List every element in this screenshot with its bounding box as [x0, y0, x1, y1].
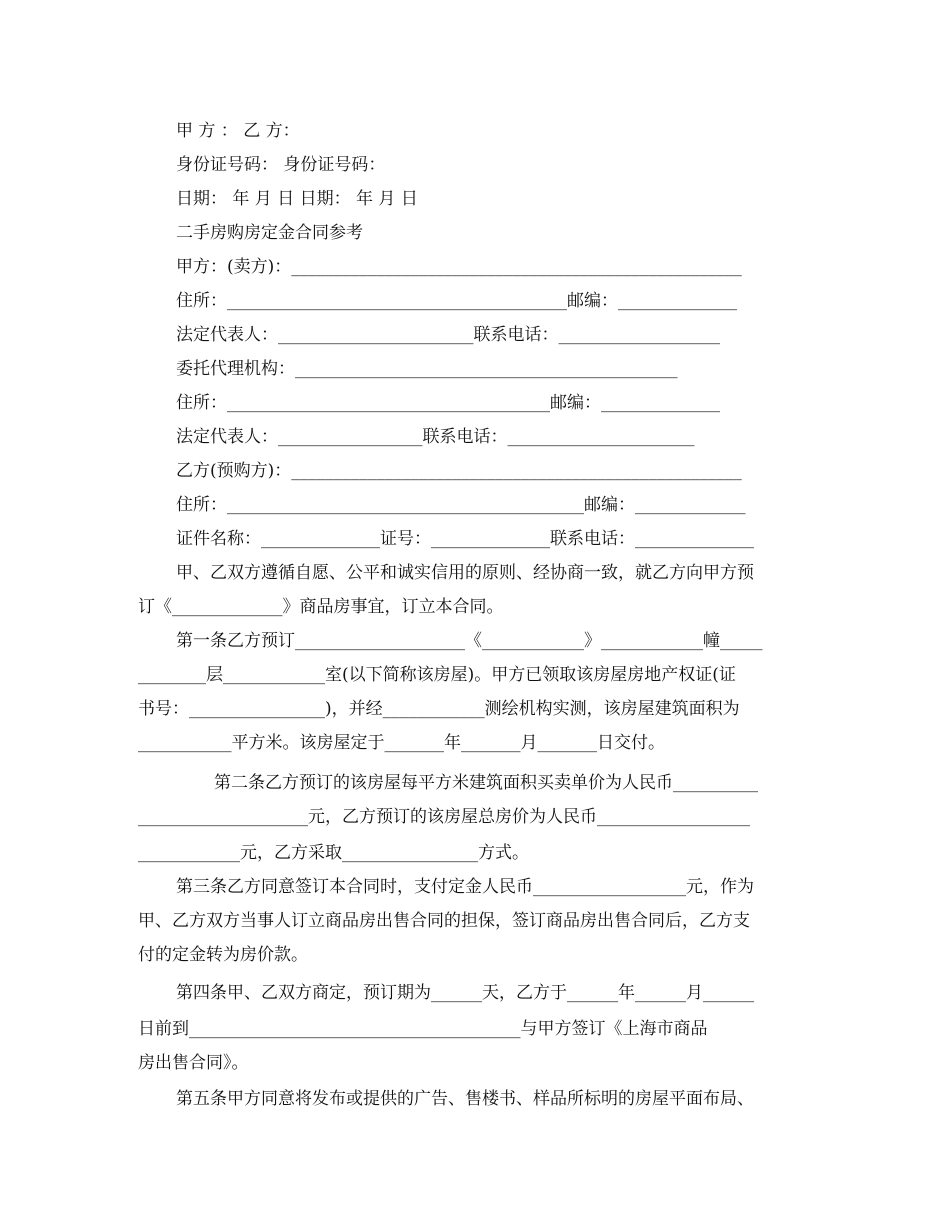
article-5-line-1: 第五条甲方同意将发布或提供的广告、售楼书、样品所标明的房屋平面布局、	[176, 1089, 754, 1109]
article-4-line-3: 房出售合同》。	[138, 1053, 249, 1073]
article-3-line-3: 付的定金转为房价款。	[138, 945, 308, 965]
article-2-line-1: 第二条乙方预订的该房屋每平方米建筑面积买卖单价为人民币__________	[214, 773, 758, 793]
seller-line: 甲方：(卖方)：_____________________________________________________	[176, 257, 742, 277]
article-2-line-2: ____________________元，乙方预订的该房屋总房价为人民币__________________	[138, 807, 750, 827]
article-1-line-3: 书号：________________)，并经____________测绘机构实测，该房屋建筑面积为	[138, 699, 740, 719]
preamble-line-1: 甲、乙双方遵循自愿、公平和诚实信用的原则、经协商一致，就乙方向甲方预	[176, 563, 754, 583]
article-3-line-1: 第三条乙方同意签订本合同时，支付定金人民币__________________元，作为	[176, 877, 754, 897]
buyer-address-line: 住所：__________________________________________邮编：_____________	[176, 495, 746, 515]
agent-address-line: 住所：______________________________________邮编：______________	[176, 393, 720, 413]
buyer-id-line: 证件名称：______________证号：______________联系电话：______________	[176, 529, 754, 549]
signature-party-line: 甲 方 ： 乙 方：	[176, 121, 300, 141]
document-title: 二手房购房定金合同参考	[176, 223, 363, 243]
preamble-line-2: 订《_____________》商品房事宜，订立本合同。	[138, 597, 504, 617]
signature-id-line: 身份证号码： 身份证号码：	[176, 155, 386, 175]
article-2-line-3: ____________元，乙方采取________________方式。	[138, 843, 529, 863]
article-1-line-2: ________层____________室(以下简称该房屋)。甲方已领取该房屋房地产权证(证	[138, 665, 736, 685]
article-3-line-2: 甲、乙方双方当事人订立商品房出售合同的担保，签订商品房出售合同后，乙方支	[138, 911, 750, 931]
seller-representative-line: 法定代表人：_______________________联系电话：___________________	[176, 325, 720, 345]
article-1-line-4: ___________平方米。该房屋定于_______年_______月_______日交付。	[138, 733, 665, 753]
article-4-line-1: 第四条甲、乙双方商定，预订期为______天，乙方于______年______月______	[176, 983, 754, 1003]
article-4-line-2: 日前到_______________________________________与甲方签订《上海市商品	[138, 1019, 708, 1039]
seller-address-line: 住所：________________________________________邮编：______________	[176, 291, 737, 311]
signature-date-line: 日期： 年 月 日 日期： 年 月 日	[176, 189, 418, 209]
article-1-line-1: 第一条乙方预订____________________《____________》____________幢_____	[176, 631, 763, 651]
agent-representative-line: 法定代表人：_________________联系电话：______________________	[176, 427, 695, 447]
agent-line: 委托代理机构：_____________________________________________	[176, 359, 678, 379]
buyer-line: 乙方(预购方)：_____________________________________________________	[176, 461, 742, 481]
